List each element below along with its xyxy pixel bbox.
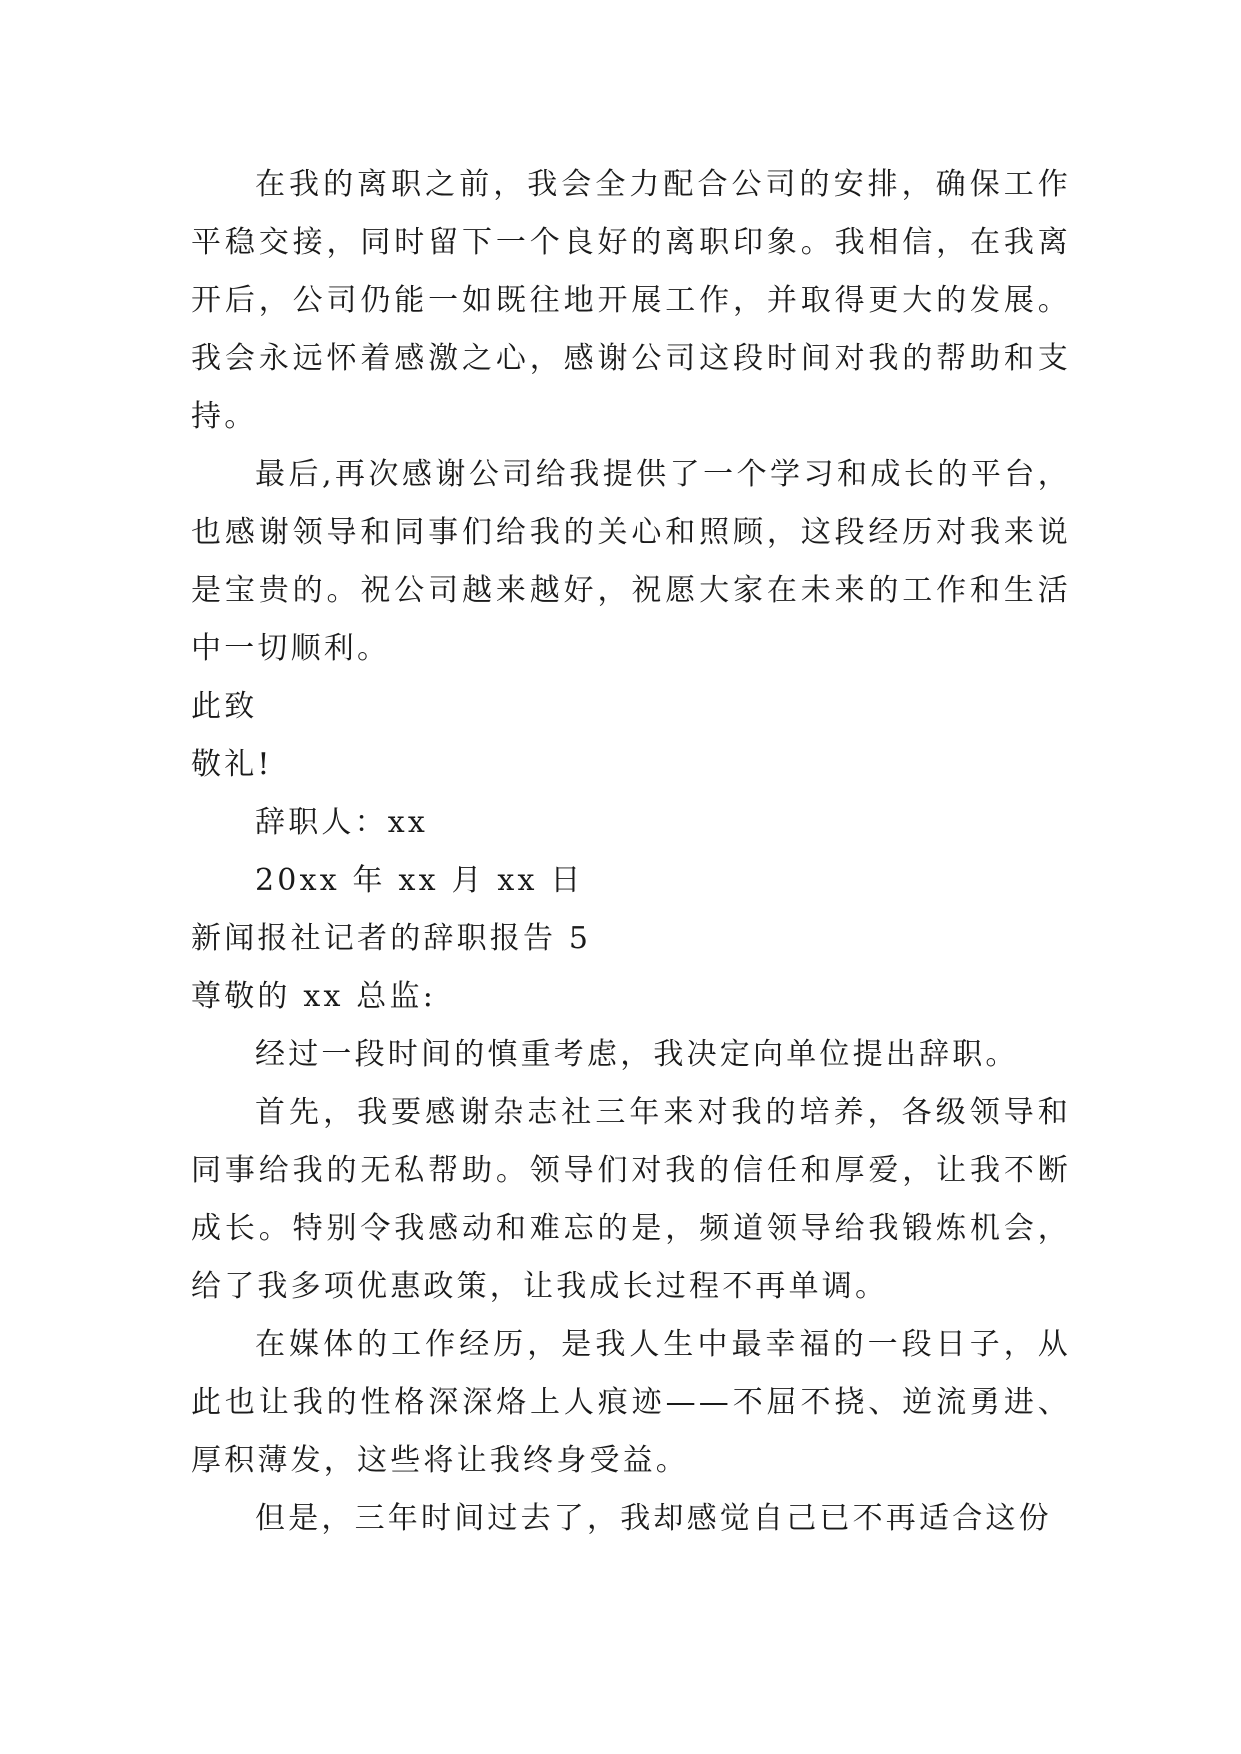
paragraph-experience: 在媒体的工作经历，是我人生中最幸福的一段日子，从此也让我的性格深深烙上人痕迹——不屈不挠、逆流勇进、厚积薄发，这些将让我终身受益。 xyxy=(191,1327,1071,1478)
paragraph-transition: 在我的离职之前，我会全力配合公司的安排，确保工作平稳交接，同时留下一个良好的离职印象。我相信，在我离开后，公司仍能一如既往地开展工作，并取得更大的发展。我会永远怀着感激之心，感谢公司这段时间对我的帮助和支持。 xyxy=(191,167,1071,434)
paragraph-thanks: 最后,再次感谢公司给我提供了一个学习和成长的平台，也感谢领导和同事们给我的关心和照顾，这段经历对我来说是宝贵的。祝公司越来越好，祝愿大家在未来的工作和生活中一切顺利。 xyxy=(191,457,1071,666)
paragraph-reason: 但是，三年时间过去了，我却感觉自己已不再适合这份 xyxy=(255,1501,1052,1536)
document-body xyxy=(191,156,1071,1548)
section-title: 新闻报社记者的辞职报告 5 xyxy=(191,921,592,956)
paragraph-decision: 经过一段时间的慎重考虑，我决定向单位提出辞职。 xyxy=(255,1037,1019,1072)
paragraph-gratitude: 首先，我要感谢杂志社三年来对我的培养，各级领导和同事给我的无私帮助。领导们对我的信任和厚爱，让我不断成长。特别令我感动和难忘的是，频道领导给我锻炼机会，给了我多项优惠政策，让我成长过程不再单调。 xyxy=(191,1095,1071,1304)
salutation: 尊敬的 xx 总监: xyxy=(191,979,437,1014)
date-line: 20xx 年 xx 月 xx 日 xyxy=(255,863,584,898)
closing-salute: 敬礼! xyxy=(191,747,273,782)
closing-greeting: 此致 xyxy=(191,689,258,724)
signer-line: 辞职人：xx xyxy=(255,805,429,840)
